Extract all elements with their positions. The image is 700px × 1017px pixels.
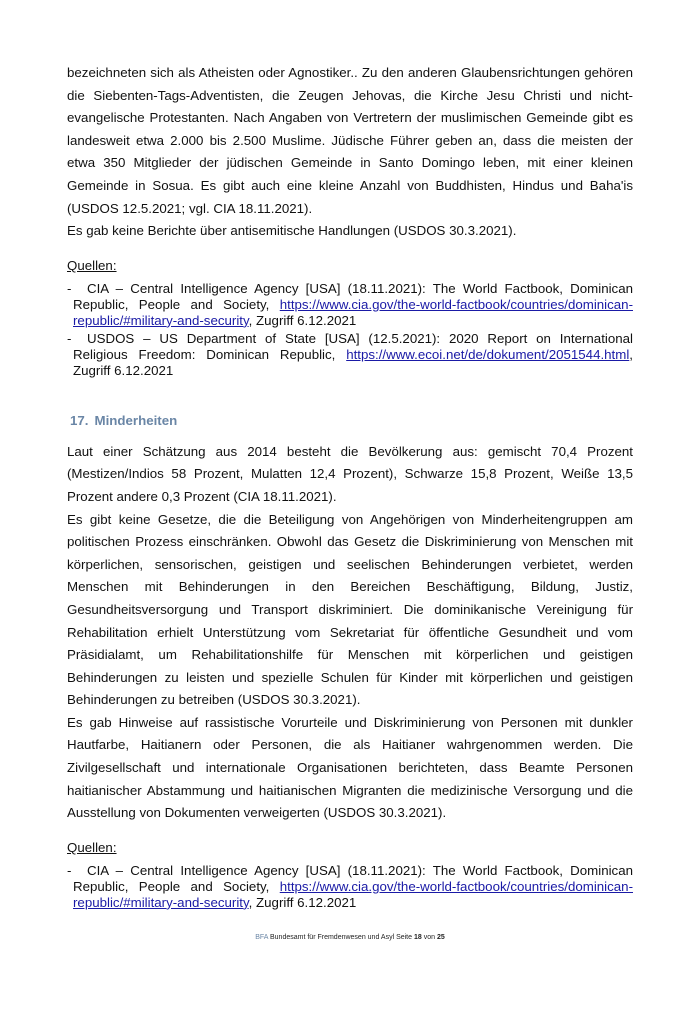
source-link[interactable]: https://www.cia.gov/the-world-factbook/countries/dominican-republic/#military-and-security [73,296,633,328]
sources-list [67,281,633,379]
section-heading: 17. Minderheiten [70,412,178,428]
source-item: - CIA – Central Intelligence Agency [USA] (18.11.2021): The World Factbook, Dominican Republic, People and Society, https://www.cia.gov/the-world-factbook/countries/dominican-republic/#military-and-security, Zugriff 6.12.2021 [67,862,633,910]
bfa-logo: BFA [255,933,269,941]
sources-title: Quellen: [67,257,117,273]
source-item: - CIA – Central Intelligence Agency [USA] (18.11.2021): The World Factbook, Dominican Republic, People and Society, https://www.cia.gov/the-world-factbook/countries/dominican-republic/#military-and-security, Zugriff 6.12.2021 [67,280,633,328]
page-footer: BFA Bundesamt für Fremdenwesen und Asyl Seite 18 von 25 [255,933,445,941]
paragraph: Es gab keine Berichte über antisemitische Handlungen (USDOS 30.3.2021). [67,223,517,239]
page-total: 25 [436,933,445,941]
source-item: - USDOS – US Department of State [USA] (12.5.2021): 2020 Report on International Religious Freedom: Dominican Republic, https://www.ecoi.net/de/dokument/2051544.html, Zugriff 6.12.2021 [67,330,633,378]
source-link[interactable]: https://www.cia.gov/the-world-factbook/countries/dominican-republic/#military-and-security [73,878,633,910]
paragraph: Laut einer Schätzung aus 2014 besteht die Bevölkerung aus: gemischt 70,4 Prozent (Mestizen/Indios 58 Prozent, Mulatten 12,4 Prozent), Schwarze 15,8 Prozent, Weiße 13,5 Prozent andere 0,3 Prozent (CIA 18.11.2021). [67,443,633,504]
paragraph: Es gab Hinweise auf rassistische Vorurteile und Diskriminierung von Personen mit dunkler Hautfarbe, Haitianern oder Personen, die als Haitianer wahrgenommen werden. Die Zivilgesellschaft und internationale Organisationen berichteten, dass Beamte Personen haitianischer Abstammung und haitianischen Migranten die medizinische Versorgung und die Ausstellung von Dokumenten verweigerten (USDOS 30.3.2021). [67,714,633,821]
source-link[interactable]: https://www.ecoi.net/de/dokument/2051544.html [346,346,630,362]
sources-list [67,863,633,911]
paragraph: bezeichneten sich als Atheisten oder Agnostiker.. Zu den anderen Glaubensrichtungen gehören die Siebenten-Tags-Adventisten, die Zeugen Jehovas, die Kirche Jesu Christi und nicht-evangelische Protestanten. Nach Angaben von Vertretern der muslimischen Gemeinde gibt es landesweit etwa 2.000 bis 2.500 Muslime. Jüdische Führer geben an, dass die meisten der etwa 350 Mitglieder der jüdischen Gemeinde in Santo Domingo leben, mit einer kleinen Gemeinde in Sosua. Es gibt auch eine kleine Anzahl von Buddhisten, Hindus und Baha'is (USDOS 12.5.2021; vgl. CIA 18.11.2021). [67,65,633,216]
page-number: 18 [413,933,422,941]
sources-title: Quellen: [67,839,117,855]
document-page [67,62,633,913]
paragraph: Es gibt keine Gesetze, die die Beteiligung von Angehörigen von Minderheitengruppen am politischen Prozess einschränken. Obwohl das Gesetz die Diskriminierung von Menschen mit körperlichen, sensorischen, geistigen und seelischen Behinderungen verbietet, werden Menschen mit Behinderungen in den Bereichen Beschäftigung, Bildung, Justiz, Gesundheitsversorgung und Transport diskriminiert. Die dominikanische Vereinigung für Rehabilitation erhielt Unterstützung vom Sekretariat für öffentliche Gesundheit und vom Präsidialamt, um Rehabilitationshilfe für Menschen mit körperlichen und geistigen Behinderungen zu leisten und spezielle Schulen für Kinder mit körperlichen und geistigen Behinderungen zu betreiben (USDOS 30.3.2021). [67,511,633,708]
